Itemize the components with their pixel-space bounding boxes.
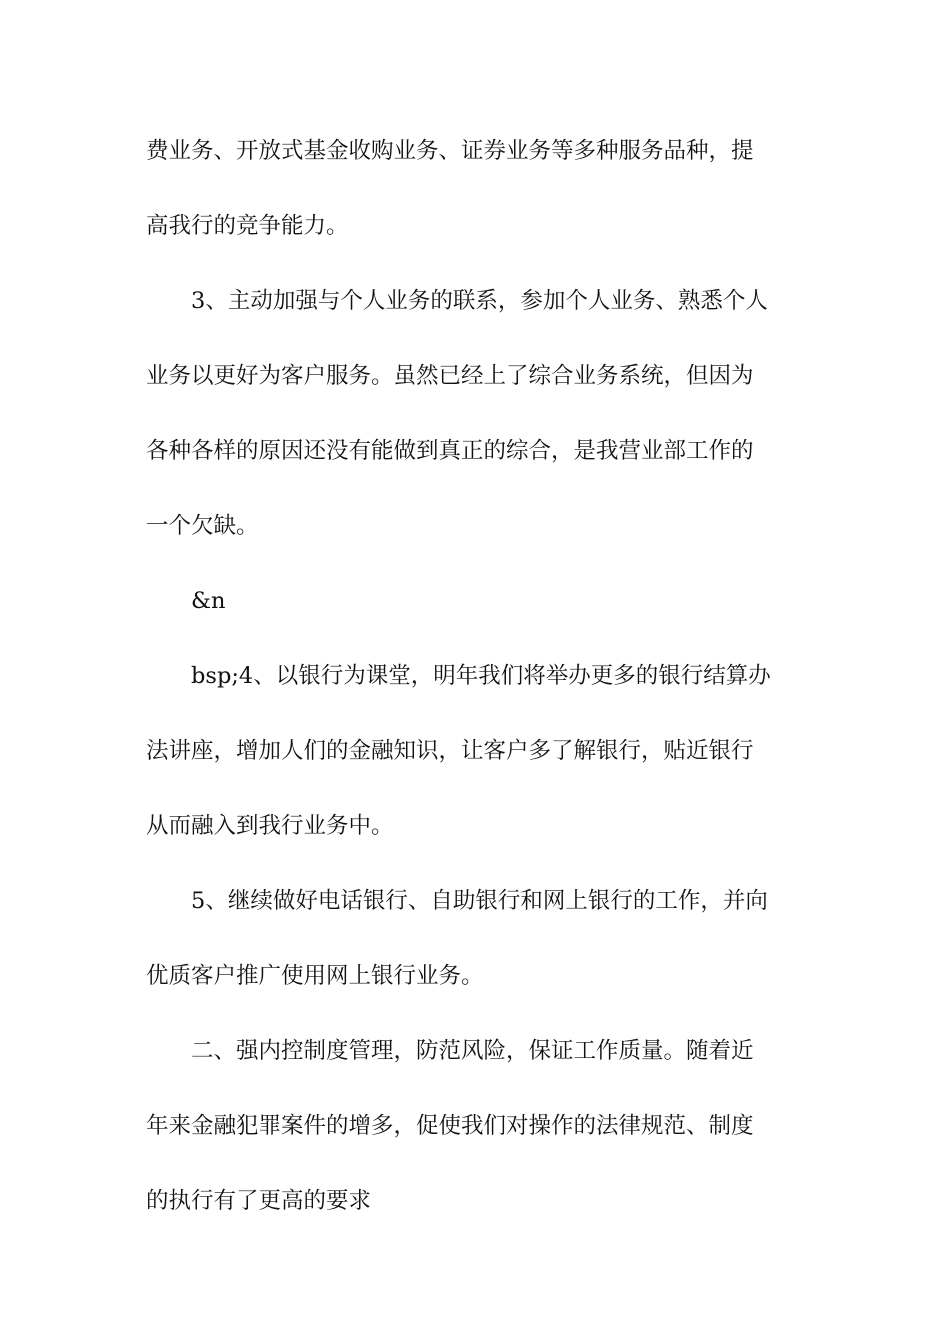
- text-line: 从而融入到我行业务中。: [146, 813, 394, 839]
- text-line: 费业务、开放式基金收购业务、证券业务等多种服务品种，提: [146, 138, 754, 164]
- text-line: 高我行的竞争能力。: [146, 213, 349, 239]
- text-line: 的执行有了更高的要求: [146, 1188, 372, 1214]
- text-line: 各种各样的原因还没有能做到真正的综合，是我营业部工作的: [146, 438, 754, 464]
- paragraph-start-line: bsp;4、以银行为课堂，明年我们将举办更多的银行结算办: [191, 663, 771, 689]
- text-line: 年来金融犯罪案件的增多，促使我们对操作的法律规范、制度: [146, 1113, 754, 1139]
- paragraph-start-line: &n: [191, 588, 226, 614]
- text-line: 法讲座，增加人们的金融知识，让客户多了解银行，贴近银行: [146, 738, 754, 764]
- text-line: 一个欠缺。: [146, 513, 259, 539]
- paragraph-start-line: 二、强内控制度管理，防范风险，保证工作质量。随着近: [191, 1038, 754, 1064]
- paragraph-start-line: 3、主动加强与个人业务的联系，参加个人业务、熟悉个人: [191, 288, 768, 314]
- text-line: 优质客户推广使用网上银行业务。: [146, 963, 484, 989]
- text-line: 业务以更好为客户服务。虽然已经上了综合业务系统，但因为: [146, 363, 754, 389]
- paragraph-start-line: 5、继续做好电话银行、自助银行和网上银行的工作，并向: [191, 888, 768, 914]
